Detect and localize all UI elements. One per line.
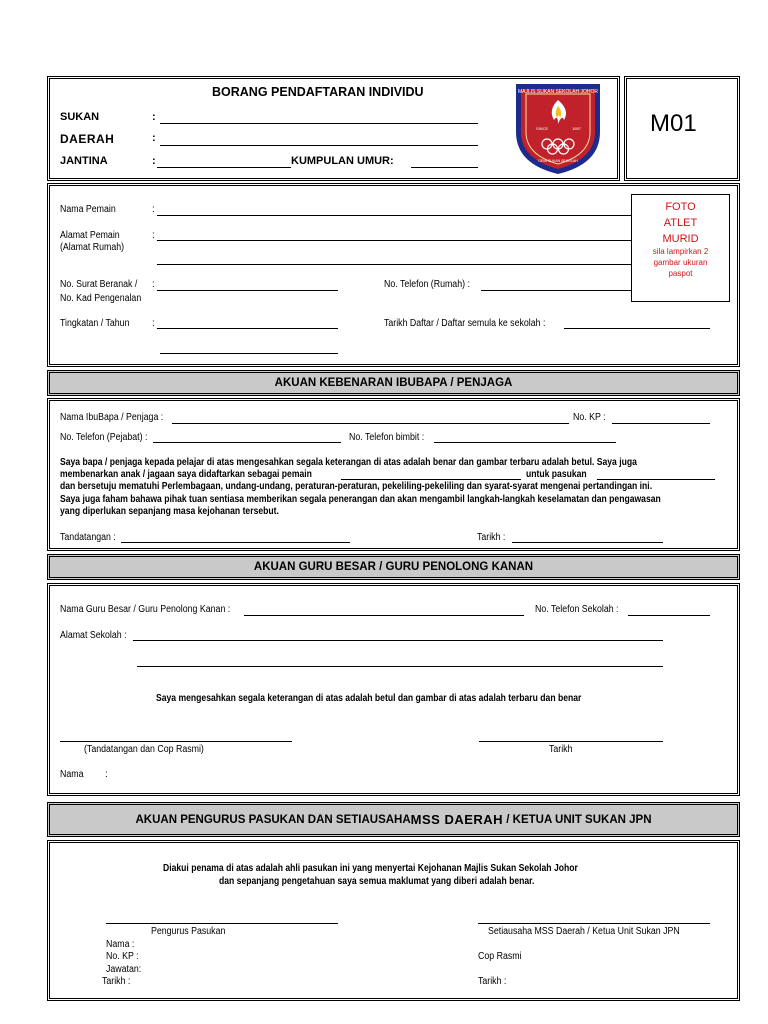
- manager-section-header: [47, 802, 740, 837]
- svg-text:1957: 1957: [572, 126, 581, 131]
- headmaster-name-field[interactable]: [244, 615, 524, 616]
- sukan-field[interactable]: [160, 123, 478, 124]
- daerah-label: DAERAH: [60, 132, 115, 146]
- headmaster-signature-field[interactable]: [60, 741, 292, 742]
- manager-header-a: AKUAN PENGURUS PASUKAN DAN SETIAUSAHA: [135, 813, 411, 826]
- parent-section-header: AKUAN KEBENARAN IBUBAPA / PENJAGA: [47, 370, 740, 396]
- form-code: M01: [650, 110, 697, 137]
- parent-declaration-line-4: Saya juga faham bahawa pihak tuan sentiasa memberikan segala penerangan dan akan mengambil langkah-langkah keselamatan dan pengawasan: [60, 494, 661, 505]
- headmaster-nama-colon: :: [105, 769, 108, 780]
- alamat-pemain-field-2[interactable]: [157, 264, 631, 265]
- photo-note-2: gambar ukuran: [653, 258, 708, 267]
- parent-telefon-pejabat-field[interactable]: [153, 442, 341, 443]
- parent-name-field[interactable]: [172, 423, 569, 424]
- parent-pemain-field[interactable]: [341, 479, 521, 480]
- photo-label-murid: MURID: [662, 233, 699, 245]
- alamat-rumah-label: (Alamat Rumah): [60, 242, 125, 253]
- school-phone-field[interactable]: [628, 615, 710, 616]
- parent-tandatangan-label: Tandatangan :: [60, 532, 116, 543]
- parent-declaration-line-5: yang diperlukan sepanjang masa kejohanan tersebut.: [60, 506, 279, 517]
- pengurus-label: Pengurus Pasukan: [151, 926, 226, 937]
- no-telefon-rumah-label: No. Telefon (Rumah) :: [384, 279, 470, 290]
- svg-text:SINCE: SINCE: [536, 126, 549, 131]
- tingkatan-field-2[interactable]: [160, 353, 338, 354]
- pengurus-signature-field[interactable]: [106, 923, 338, 924]
- manager-header-b: MSS DAERAH: [410, 812, 504, 827]
- page-title: BORANG PENDAFTARAN INDIVIDU: [212, 85, 424, 99]
- school-sports-logo: [512, 80, 604, 176]
- parent-name-label: Nama IbuBapa / Penjaga :: [60, 412, 164, 423]
- no-kp-colon: :: [152, 279, 155, 290]
- parent-pasukan-field[interactable]: [597, 479, 715, 480]
- parent-telefon-pejabat-label: No. Telefon (Pejabat) :: [60, 432, 148, 443]
- school-address-label: Alamat Sekolah :: [60, 630, 127, 641]
- alamat-pemain-field-1[interactable]: [157, 240, 631, 241]
- headmaster-signature-label: (Tandatangan dan Cop Rasmi): [84, 744, 204, 755]
- manager-header-c: / KETUA UNIT SUKAN JPN: [503, 813, 652, 826]
- no-kad-pengenalan-label: No. Kad Pengenalan: [60, 293, 142, 304]
- manager-jawatan-label: Jawatan:: [106, 964, 142, 975]
- tarikh-daftar-label: Tarikh Daftar / Daftar semula ke sekolah :: [384, 318, 546, 329]
- tingkatan-label: Tingkatan / Tahun: [60, 318, 130, 329]
- manager-tarikh-label: Tarikh :: [102, 976, 131, 987]
- school-address-field-1[interactable]: [133, 640, 663, 641]
- tarikh-daftar-field[interactable]: [564, 328, 710, 329]
- daerah-colon: :: [152, 132, 156, 144]
- nama-pemain-field[interactable]: [157, 215, 631, 216]
- headmaster-nama-label: Nama: [60, 769, 84, 780]
- parent-tandatangan-field[interactable]: [121, 542, 350, 543]
- parent-tarikh-label: Tarikh :: [477, 532, 506, 543]
- kumpulan-umur-field[interactable]: [411, 167, 478, 168]
- headmaster-tarikh-field[interactable]: [479, 741, 663, 742]
- parent-tarikh-field[interactable]: [512, 542, 663, 543]
- daerah-field[interactable]: [160, 145, 478, 146]
- setiausaha-tarikh-label: Tarikh :: [478, 976, 507, 987]
- parent-declaration-line-2a: membenarkan anak / jagaan saya didaftarkan sebagai pemain: [60, 469, 312, 480]
- parent-telefon-bimbit-field[interactable]: [434, 442, 616, 443]
- headmaster-tarikh-label: Tarikh: [549, 744, 573, 755]
- parent-no-kp-label: No. KP :: [573, 412, 606, 423]
- svg-text:MAJLIS SUKAN SEKOLAH JOHOR: MAJLIS SUKAN SEKOLAH JOHOR: [517, 89, 599, 95]
- headmaster-statement: Saya mengesahkan segala keterangan di atas adalah betul dan gambar di atas adalah terbaru dan benar: [156, 693, 582, 704]
- parent-no-kp-field[interactable]: [612, 423, 710, 424]
- manager-nama-label: Nama :: [106, 939, 135, 950]
- photo-note-1: sila lampirkan 2: [652, 247, 709, 256]
- jantina-colon: :: [152, 155, 156, 167]
- tingkatan-field[interactable]: [157, 328, 338, 329]
- manager-statement-2: dan sepanjang pengetahuan saya semua maklumat yang diberi adalah benar.: [219, 876, 535, 887]
- photo-note-3: paspot: [668, 269, 693, 278]
- photo-label-atlet: ATLET: [663, 217, 698, 229]
- photo-placeholder[interactable]: [631, 194, 730, 302]
- parent-declaration-line-2b: untuk pasukan: [526, 469, 587, 480]
- parent-declaration-line-1: Saya bapa / penjaga kepada pelajar di atas mengesahkan segala keterangan di atas adalah benar dan gambar terbaru adalah betul. Saya juga: [60, 457, 637, 468]
- headmaster-section-header: AKUAN GURU BESAR / GURU PENOLONG KANAN: [47, 554, 740, 580]
- jantina-field[interactable]: [157, 167, 291, 168]
- setiausaha-label: Setiausaha MSS Daerah / Ketua Unit Sukan JPN: [488, 926, 680, 937]
- nama-pemain-colon: :: [152, 204, 155, 215]
- sukan-colon: :: [152, 111, 156, 123]
- parent-telefon-bimbit-label: No. Telefon bimbit :: [349, 432, 425, 443]
- kumpulan-umur-label: KUMPULAN UMUR:: [291, 155, 394, 167]
- no-surat-beranak-label: No. Surat Beranak /: [60, 279, 138, 290]
- cop-rasmi-label: Cop Rasmi: [478, 951, 522, 962]
- svg-text:DEMI SUKAN SEKOLAH: DEMI SUKAN SEKOLAH: [538, 159, 578, 163]
- school-address-field-2[interactable]: [137, 666, 663, 667]
- headmaster-name-label: Nama Guru Besar / Guru Penolong Kanan :: [60, 604, 231, 615]
- alamat-pemain-label: Alamat Pemain: [60, 230, 120, 241]
- setiausaha-signature-field[interactable]: [478, 923, 710, 924]
- manager-statement-1: Diakui penama di atas adalah ahli pasukan ini yang menyertai Kejohanan Majlis Sukan Sekolah Johor: [163, 863, 578, 874]
- manager-no-kp-label: No. KP :: [106, 951, 139, 962]
- photo-label-foto: FOTO: [665, 201, 696, 213]
- no-kp-field[interactable]: [157, 290, 338, 291]
- nama-pemain-label: Nama Pemain: [60, 204, 116, 215]
- no-telefon-rumah-field[interactable]: [481, 290, 631, 291]
- tingkatan-colon: :: [152, 318, 155, 329]
- parent-declaration-line-3: dan bersetuju mematuhi Perlembagaan, undang-undang, peraturan-peraturan, pekeliling-pekeliling dan syarat-syarat mengenai pertandingan ini.: [60, 481, 653, 492]
- school-phone-label: No. Telefon Sekolah :: [535, 604, 619, 615]
- alamat-pemain-colon: :: [152, 230, 155, 241]
- sukan-label: SUKAN: [60, 111, 100, 123]
- jantina-label: JANTINA: [60, 155, 108, 167]
